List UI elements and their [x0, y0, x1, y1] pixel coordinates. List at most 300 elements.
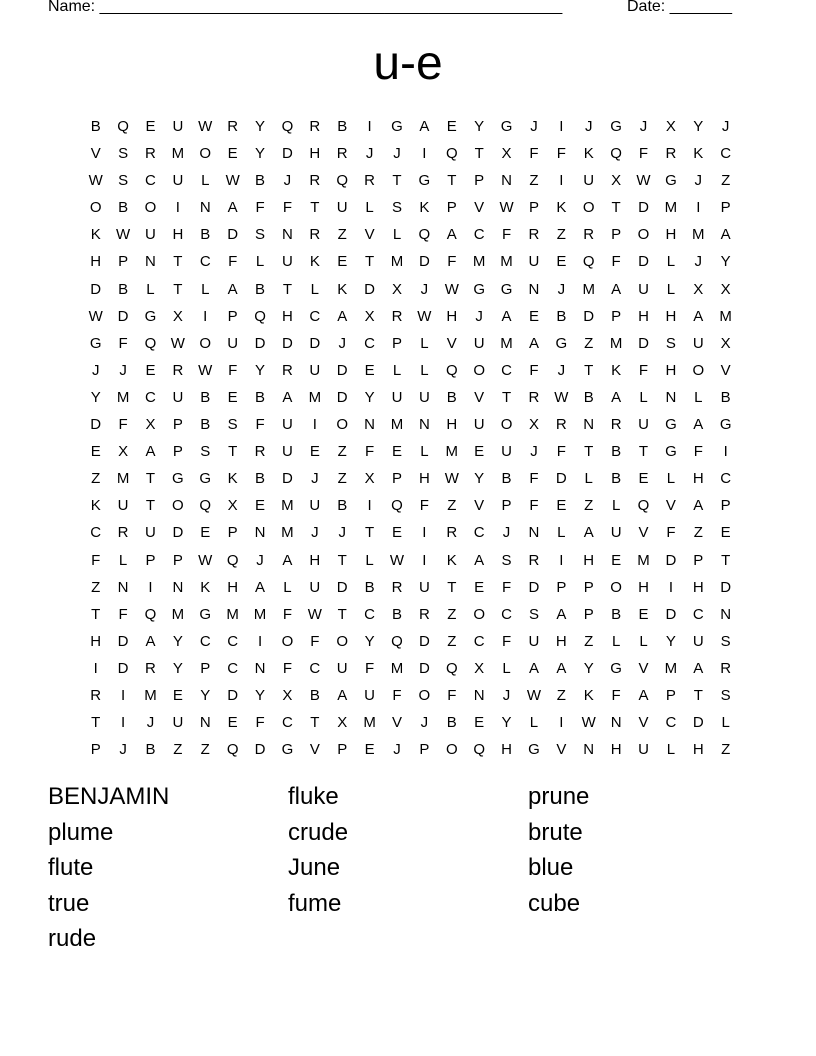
grid-letter: J	[393, 741, 401, 759]
grid-letter: D	[528, 578, 540, 596]
grid-letter: M	[609, 334, 623, 352]
grid-letter: U	[145, 524, 156, 542]
grid-letter: C	[501, 361, 512, 379]
word-bank-item: rude	[48, 925, 97, 952]
word-bank-item: brute	[528, 818, 583, 846]
grid-letter: M	[692, 226, 705, 244]
grid-letter: Z	[584, 497, 594, 515]
grid-letter: S	[665, 334, 676, 352]
grid-letter: G	[199, 470, 212, 488]
grid-letter: X	[693, 280, 704, 298]
grid-letter: F	[693, 443, 703, 461]
grid-letter: U	[473, 334, 485, 352]
grid-letter: L	[584, 470, 593, 488]
grid-letter: P	[391, 334, 402, 352]
grid-letter: M	[281, 497, 294, 515]
grid-letter: X	[391, 280, 402, 298]
grid-letter: D	[90, 416, 102, 434]
grid-letter: M	[171, 605, 185, 623]
grid-letter: J	[721, 118, 730, 135]
grid-letter: G	[418, 172, 431, 190]
grid-letter: L	[146, 280, 155, 298]
grid-letter: R	[665, 145, 677, 163]
grid-letter: H	[665, 226, 677, 244]
grid-letter: R	[172, 361, 184, 379]
grid-letter: U	[418, 578, 430, 596]
grid-letter: T	[145, 470, 156, 488]
grid-letter: R	[254, 443, 266, 461]
grid-letter: F	[447, 686, 457, 704]
grid-letter: A	[583, 524, 594, 542]
grid-letter: U	[583, 172, 595, 190]
grid-letter: W	[526, 686, 542, 704]
grid-letter: N	[528, 280, 540, 298]
grid-letter: R	[90, 686, 102, 704]
grid-letter: C	[227, 659, 239, 677]
grid-letter: X	[364, 470, 375, 488]
grid-letter: M	[664, 659, 678, 677]
grid-letter: C	[145, 172, 156, 190]
grid-letter: Z	[556, 686, 566, 704]
grid-letter: F	[118, 334, 128, 352]
grid-letter: M	[637, 551, 650, 569]
grid-letter: C	[90, 524, 102, 542]
grid-letter: F	[118, 416, 128, 434]
grid-letter: G	[281, 741, 294, 759]
grid-letter: J	[502, 524, 511, 542]
grid-letter: C	[501, 605, 512, 623]
grid-letter: G	[144, 307, 157, 325]
grid-letter: K	[583, 686, 594, 704]
grid-letter: O	[144, 199, 157, 217]
grid-letter: A	[693, 416, 704, 434]
grid-letter: P	[611, 307, 622, 325]
grid-letter: T	[447, 578, 457, 596]
grid-letter: U	[282, 253, 293, 271]
grid-letter: G	[500, 118, 513, 135]
grid-letter: F	[447, 253, 457, 271]
grid-letter: H	[638, 578, 649, 596]
grid-letter: I	[559, 714, 564, 732]
grid-letter: Y	[474, 118, 485, 135]
grid-letter: I	[367, 497, 372, 515]
grid-letter: J	[639, 118, 648, 135]
grid-letter: P	[118, 253, 129, 271]
grid-letter: M	[500, 334, 513, 352]
grid-letter: F	[501, 632, 512, 650]
grid-letter: V	[556, 741, 567, 759]
grid-letter: Z	[447, 632, 457, 650]
grid-letter: K	[556, 199, 567, 217]
grid-letter: L	[721, 714, 730, 732]
grid-letter: Q	[117, 118, 129, 135]
grid-letter: Q	[445, 361, 458, 379]
grid-letter: R	[555, 416, 567, 434]
grid-letter: L	[557, 524, 566, 542]
grid-letter: W	[198, 551, 213, 569]
grid-letter: P	[337, 741, 348, 759]
grid-letter: E	[556, 253, 567, 271]
grid-letter: G	[473, 280, 485, 298]
grid-letter: Y	[200, 686, 211, 704]
word-bank-item: blue	[528, 854, 574, 881]
grid-letter: T	[310, 199, 320, 217]
grid-letter: D	[638, 253, 649, 271]
grid-letter: R	[446, 524, 458, 542]
grid-letter: P	[583, 578, 594, 596]
grid-letter: B	[364, 578, 375, 596]
grid-letter: A	[556, 659, 567, 677]
grid-letter: J	[119, 741, 127, 759]
grid-letter: D	[90, 280, 102, 298]
grid-letter: M	[390, 416, 404, 434]
grid-letter: J	[119, 361, 127, 379]
grid-letter: F	[529, 145, 539, 163]
grid-letter: T	[474, 145, 484, 163]
grid-letter: C	[473, 632, 485, 650]
grid-letter: N	[528, 524, 540, 542]
grid-letter: P	[172, 443, 183, 461]
grid-letter: A	[145, 632, 156, 650]
grid-letter: E	[474, 714, 485, 732]
grid-letter: F	[282, 659, 293, 677]
grid-letter: Y	[172, 632, 183, 650]
grid-letter: S	[391, 199, 402, 217]
grid-letter: I	[203, 307, 208, 325]
grid-letter: M	[226, 605, 239, 623]
grid-letter: P	[474, 172, 485, 190]
grid-letter: R	[583, 226, 595, 244]
grid-letter: P	[145, 551, 156, 569]
grid-letter: E	[474, 578, 485, 596]
word-bank-item: fluke	[288, 783, 339, 810]
grid-letter: V	[309, 741, 320, 759]
grid-letter: X	[172, 307, 183, 325]
grid-letter: F	[529, 497, 539, 515]
grid-letter: E	[364, 361, 375, 379]
grid-letter: E	[391, 524, 402, 542]
grid-letter: Q	[226, 551, 239, 569]
grid-letter: O	[692, 361, 705, 379]
grid-letter: Z	[584, 334, 594, 352]
grid-letter: D	[117, 307, 129, 325]
grid-letter: A	[227, 280, 238, 298]
grid-letter: Y	[474, 470, 485, 488]
grid-letter: R	[117, 524, 129, 542]
grid-letter: U	[336, 199, 348, 217]
grid-letter: I	[723, 443, 728, 461]
grid-letter: U	[282, 443, 293, 461]
grid-letter: H	[555, 632, 567, 650]
grid-letter: D	[336, 388, 348, 406]
grid-letter: B	[118, 280, 129, 298]
grid-letter: N	[665, 388, 677, 406]
grid-letter: B	[255, 388, 266, 406]
grid-letter: D	[172, 524, 184, 542]
grid-letter: Z	[721, 741, 731, 759]
grid-letter: N	[583, 416, 595, 434]
grid-letter: U	[692, 632, 704, 650]
grid-letter: C	[473, 226, 485, 244]
grid-letter: N	[473, 686, 485, 704]
grid-letter: L	[310, 280, 319, 298]
grid-letter: E	[556, 497, 567, 515]
grid-letter: A	[282, 388, 293, 406]
grid-letter: Y	[255, 118, 266, 135]
grid-letter: J	[365, 145, 374, 163]
grid-letter: N	[418, 416, 430, 434]
grid-letter: W	[389, 551, 405, 569]
grid-letter: M	[582, 280, 595, 298]
grid-letter: O	[281, 632, 294, 650]
grid-letter: U	[282, 416, 293, 434]
grid-letter: Z	[584, 632, 594, 650]
grid-letter: U	[364, 686, 376, 704]
grid-letter: H	[90, 253, 102, 271]
grid-letter: K	[583, 145, 594, 163]
grid-letter: B	[337, 497, 348, 515]
grid-letter: B	[611, 470, 622, 488]
grid-letter: E	[172, 686, 183, 704]
grid-letter: P	[720, 199, 731, 217]
grid-letter: C	[665, 714, 677, 732]
grid-letter: X	[501, 145, 512, 163]
grid-letter: V	[446, 334, 457, 352]
grid-letter: D	[282, 145, 293, 163]
grid-letter: F	[118, 605, 128, 623]
grid-letter: F	[529, 470, 539, 488]
grid-letter: G	[172, 470, 184, 488]
grid-letter: W	[417, 307, 432, 325]
grid-letter: Q	[144, 334, 157, 352]
grid-letter: H	[692, 470, 704, 488]
grid-letter: B	[200, 416, 211, 434]
grid-letter: W	[88, 172, 103, 190]
grid-letter: I	[422, 145, 427, 163]
grid-letter: N	[172, 578, 184, 596]
grid-letter: O	[500, 416, 513, 434]
grid-letter: D	[282, 334, 293, 352]
grid-letter: U	[117, 497, 129, 515]
grid-letter: Q	[445, 145, 458, 163]
grid-letter: Y	[90, 388, 101, 406]
grid-letter: F	[556, 443, 566, 461]
grid-letter: C	[145, 388, 156, 406]
grid-letter: O	[418, 686, 431, 704]
grid-letter: B	[446, 714, 457, 732]
grid-letter: N	[501, 172, 512, 190]
grid-letter: U	[172, 714, 184, 732]
grid-letter: C	[227, 632, 239, 650]
grid-letter: Z	[337, 226, 347, 244]
grid-letter: T	[91, 605, 101, 623]
word-search-grid	[82, 113, 739, 763]
grid-letter: P	[172, 416, 183, 434]
grid-letter: R	[309, 172, 321, 190]
grid-letter: H	[309, 551, 321, 569]
grid-letter: P	[227, 307, 238, 325]
grid-letter: L	[611, 632, 621, 650]
word-bank-item: plume	[48, 818, 114, 846]
grid-letter: K	[611, 361, 622, 379]
grid-letter: S	[118, 172, 129, 190]
grid-letter: Z	[173, 741, 183, 759]
grid-letter: D	[254, 741, 266, 759]
grid-letter: D	[638, 199, 649, 217]
grid-letter: U	[638, 741, 649, 759]
grid-letter: M	[116, 470, 130, 488]
grid-letter: K	[446, 551, 457, 569]
grid-letter: V	[720, 361, 731, 379]
grid-letter: C	[199, 253, 211, 271]
grid-letter: U	[473, 416, 485, 434]
grid-letter: M	[308, 388, 322, 406]
grid-letter: Y	[501, 714, 512, 732]
grid-letter: J	[557, 361, 566, 379]
grid-letter: L	[529, 714, 539, 732]
grid-letter: Z	[337, 470, 347, 488]
grid-letter: I	[559, 118, 564, 135]
grid-letter: K	[90, 226, 101, 244]
grid-letter: C	[199, 632, 211, 650]
grid-letter: A	[474, 551, 485, 569]
grid-letter: I	[559, 172, 564, 190]
grid-letter: R	[528, 551, 540, 569]
grid-letter: V	[665, 497, 676, 515]
grid-letter: V	[638, 524, 649, 542]
grid-letter: E	[309, 443, 320, 461]
grid-letter: W	[636, 172, 651, 190]
grid-letter: Q	[144, 605, 157, 623]
grid-letter: I	[367, 118, 372, 135]
grid-letter: O	[89, 199, 102, 217]
grid-letter: G	[665, 172, 677, 190]
grid-letter: K	[90, 497, 101, 515]
grid-letter: T	[310, 714, 320, 732]
grid-letter: R	[336, 145, 348, 163]
grid-letter: D	[117, 659, 129, 677]
grid-letter: D	[117, 632, 129, 650]
grid-letter: J	[256, 551, 264, 569]
grid-letter: Z	[91, 470, 101, 488]
grid-letter: Q	[637, 497, 650, 515]
grid-letter: T	[173, 280, 183, 298]
grid-letter: B	[611, 443, 622, 461]
grid-letter: T	[365, 524, 375, 542]
grid-letter: G	[89, 334, 102, 352]
grid-letter: A	[282, 551, 293, 569]
grid-letter: Z	[529, 172, 539, 190]
grid-letter: C	[720, 145, 732, 163]
grid-letter: F	[501, 578, 512, 596]
grid-letter: B	[337, 118, 348, 135]
grid-letter: R	[145, 145, 156, 163]
word-bank	[48, 779, 768, 957]
grid-letter: V	[474, 199, 485, 217]
grid-letter: Y	[720, 253, 731, 271]
grid-letter: K	[227, 470, 238, 488]
grid-letter: O	[610, 578, 622, 596]
word-bank-item: prune	[528, 783, 590, 810]
grid-letter: U	[692, 334, 704, 352]
grid-letter: A	[255, 578, 266, 596]
grid-letter: Y	[255, 361, 266, 379]
grid-letter: J	[530, 118, 538, 135]
grid-letter: B	[118, 199, 129, 217]
grid-letter: J	[694, 172, 703, 190]
grid-letter: F	[666, 524, 676, 542]
grid-letter: E	[227, 145, 238, 163]
grid-letter: G	[610, 118, 622, 135]
grid-letter: V	[474, 388, 485, 406]
grid-letter: I	[422, 551, 427, 569]
grid-letter: U	[309, 578, 321, 596]
grid-letter: Q	[226, 741, 239, 759]
grid-letter: Q	[391, 497, 403, 515]
grid-letter: H	[90, 632, 102, 650]
grid-letter: D	[282, 470, 293, 488]
grid-letter: H	[638, 307, 649, 325]
grid-letter: E	[200, 524, 211, 542]
grid-letter: T	[337, 551, 347, 569]
grid-letter: Z	[447, 497, 457, 515]
grid-letter: Q	[281, 118, 294, 135]
grid-letter: S	[255, 226, 266, 244]
grid-letter: D	[364, 280, 376, 298]
grid-letter: R	[364, 172, 376, 190]
grid-letter: P	[172, 551, 183, 569]
grid-letter: D	[583, 307, 595, 325]
grid-letter: B	[255, 470, 266, 488]
grid-letter: J	[694, 253, 703, 271]
grid-letter: I	[312, 416, 317, 434]
grid-letter: K	[419, 199, 430, 217]
grid-letter: R	[528, 388, 540, 406]
grid-letter: N	[282, 226, 293, 244]
grid-letter: P	[200, 659, 211, 677]
grid-letter: D	[336, 361, 348, 379]
grid-letter: F	[365, 443, 375, 461]
grid-letter: R	[528, 226, 540, 244]
grid-letter: N	[583, 741, 595, 759]
grid-letter: L	[666, 280, 676, 298]
grid-letter: U	[145, 226, 156, 244]
grid-letter: W	[307, 605, 322, 623]
grid-letter: Q	[445, 659, 458, 677]
grid-letter: Y	[255, 145, 266, 163]
grid-letter: X	[118, 443, 129, 461]
grid-letter: U	[528, 253, 540, 271]
grid-letter: D	[665, 551, 677, 569]
grid-letter: L	[666, 253, 676, 271]
grid-letter: J	[584, 118, 593, 135]
grid-letter: X	[364, 307, 375, 325]
grid-letter: O	[473, 361, 485, 379]
grid-letter: L	[392, 226, 402, 244]
grid-letter: T	[611, 199, 621, 217]
grid-letter: Y	[364, 632, 375, 650]
grid-letter: I	[559, 551, 564, 569]
grid-letter: H	[446, 307, 458, 325]
grid-letter: C	[473, 524, 485, 542]
grid-letter: N	[254, 659, 266, 677]
grid-letter: G	[391, 118, 403, 135]
grid-letter: W	[198, 118, 213, 135]
grid-letter: W	[554, 388, 569, 406]
grid-letter: E	[446, 118, 457, 135]
page-title: u-e	[373, 37, 443, 90]
grid-letter: B	[255, 280, 266, 298]
